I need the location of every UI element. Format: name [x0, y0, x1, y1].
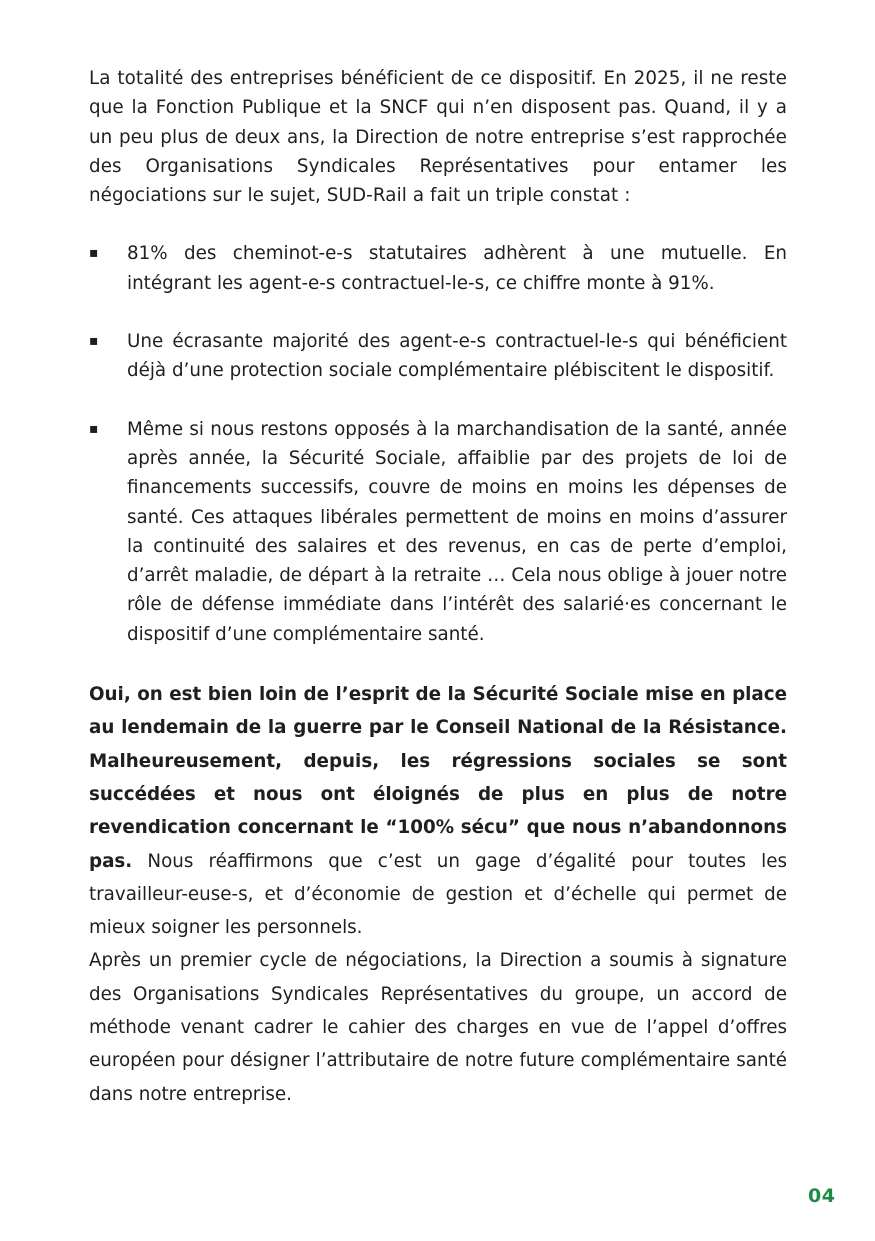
bullet-square-icon: ▪: [89, 245, 99, 262]
bullet-item-securite-sociale: [89, 415, 787, 649]
intro-paragraph: La totalité des entreprises bénéficient de ce dispositif. En 2025, il ne reste que la Fonction Publique et la SNCF qui n’en disposent pas. Quand, il y a un peu plus de deux ans, la Direction de notre entreprise s’est rapprochée des Organisations Syndicales Représentatives pour entamer les négociations sur le sujet, SUD-Rail a fait un triple constat :: [89, 68, 787, 207]
bullet-text: 81% des cheminot-e-s statutaires adhèrent à une mutuelle. En intégrant les agent-e-s contractuel-le-s, ce chiffre monte à 91%.: [127, 243, 787, 294]
bullet-square-icon: ▪: [89, 420, 99, 437]
bullet-square-icon: ▪: [89, 333, 99, 350]
closing-paragraph: Après un premier cycle de négociations, la Direction a soumis à signature des Organisations Syndicales Représentatives du groupe, un accord de méthode venant cadrer le cahier des charges en vue de l’appel d’offres européen pour désigner l’attributaire de notre future complémentaire santé dans notre entreprise.: [89, 950, 787, 1105]
bullet-text: Même si nous restons opposés à la marchandisation de la santé, année après année, la Sécurité Sociale, affaiblie par des projets de loi de financements successifs, couvre de moins en moins les dépenses de santé. Ces attaques libérales permettent de moins en moins d’assurer la continuité des salaires et des revenus, en cas de perte d’emploi, d’arrêt maladie, de départ à la retraite … Cela nous oblige à jouer notre rôle de défense immédiate dans l’intérêt des salarié·es concernant le dispositif d’une complémentaire santé.: [127, 418, 787, 645]
conclusion-bold-text: Oui, on est bien loin de l’esprit de la Sécurité Sociale mise en place au lendemain de la guerre par le Conseil National de la Résistance. Malheureusement, depuis, les régressions sociales se sont succédées et nous ont éloignés de plus en plus de notre revendication concernant le “100% sécu” que nous n’abandonnons pas.: [89, 684, 787, 872]
bullet-text: Une écrasante majorité des agent-e-s contractuel-le-s qui bénéficient déjà d’une protection sociale complémentaire plébiscitent le dispositif.: [127, 331, 787, 382]
bullet-item-contractuels: [89, 327, 787, 386]
bullet-item-mutuelle: [89, 239, 787, 298]
page-number: 04: [808, 1185, 836, 1207]
conclusion-paragraph: [89, 678, 787, 944]
conclusion-normal-text: Nous réaffirmons que c’est un gage d’égalité pour toutes les travailleur-euse-s, et d’économie de gestion et d’échelle qui permet de mieux soigner les personnels.: [89, 850, 787, 939]
bullet-list: [89, 239, 787, 649]
document-body: [89, 64, 787, 1111]
